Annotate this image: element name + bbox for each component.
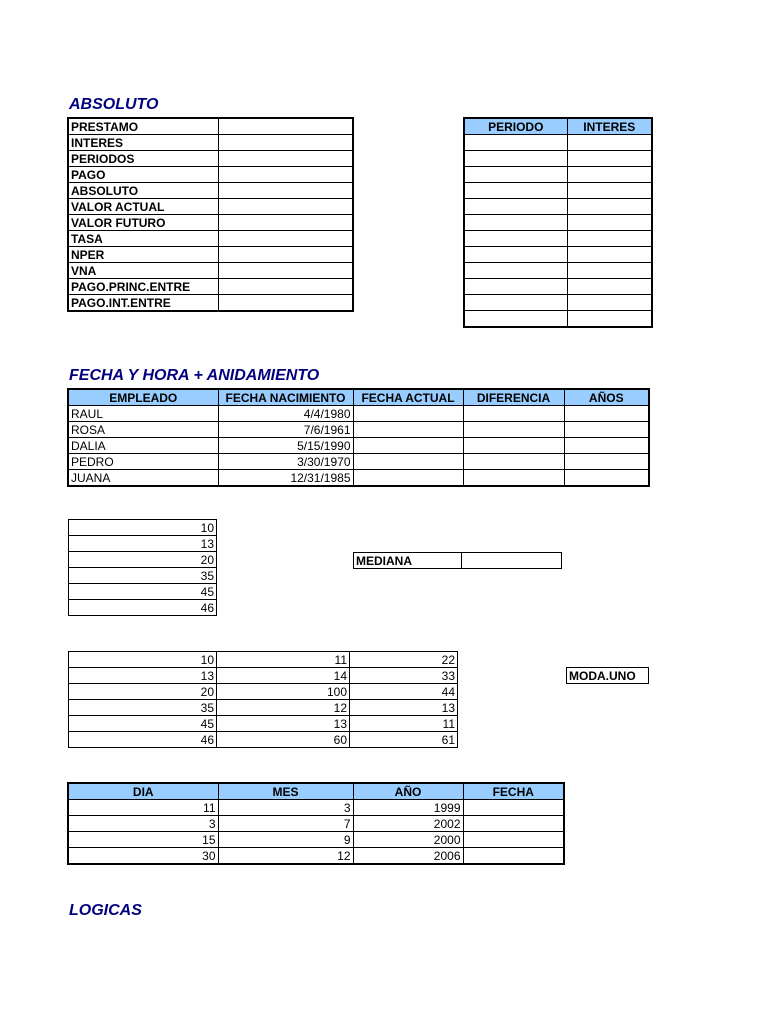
mes-cell: 12 [218,848,353,865]
periodo-cell[interactable] [464,167,567,183]
periodo-cell[interactable] [464,199,567,215]
fecha-row [68,406,649,422]
periodo-row [464,215,652,231]
periodo-cell[interactable] [464,231,567,247]
absoluto-label: PERIODOS [68,151,218,167]
header-anos: AÑOS [564,389,649,406]
periodo-cell[interactable] [464,263,567,279]
moda-value: 13 [350,700,458,716]
mediana-values-table [68,519,217,616]
header-fecha: FECHA [463,783,564,800]
interes-cell[interactable] [567,279,652,295]
periodo-row [464,263,652,279]
absoluto-label: TASA [68,231,218,247]
mediana-label: MEDIANA [354,553,462,569]
moda-value: 100 [217,684,350,700]
header-diferencia: DIFERENCIA [463,389,564,406]
absoluto-row [68,247,353,263]
moda-value: 60 [217,732,350,748]
absoluto-title: ABSOLUTO [69,96,159,113]
anos-cell[interactable] [564,454,649,470]
fecha-actual-cell[interactable] [353,470,463,487]
absoluto-value-cell[interactable] [218,135,353,151]
periodo-cell[interactable] [464,311,567,328]
empleado-cell: PEDRO [68,454,218,470]
dia-cell: 15 [68,832,218,848]
interes-cell[interactable] [567,231,652,247]
moda-row [69,668,458,684]
absoluto-row [68,183,353,199]
mediana-row [69,568,217,584]
interes-cell[interactable] [567,183,652,199]
interes-cell[interactable] [567,167,652,183]
fecha-actual-cell[interactable] [353,454,463,470]
dia-table [67,782,565,865]
absoluto-value-cell[interactable] [218,118,353,135]
absoluto-row [68,151,353,167]
absoluto-row [68,263,353,279]
header-fecha-nacimiento: FECHA NACIMIENTO [218,389,353,406]
moda-value: 33 [350,668,458,684]
mediana-row [69,536,217,552]
periodo-row [464,199,652,215]
interes-cell[interactable] [567,215,652,231]
fecha-actual-cell[interactable] [353,406,463,422]
interes-cell[interactable] [567,263,652,279]
dia-row [68,832,564,848]
absoluto-value-cell[interactable] [218,151,353,167]
periodo-row [464,279,652,295]
mediana-row [69,584,217,600]
mediana-value: 46 [69,600,217,616]
header-ano: AÑO [353,783,463,800]
absoluto-value-cell[interactable] [218,183,353,199]
moda-label-table [566,667,649,684]
diferencia-cell[interactable] [463,422,564,438]
absoluto-label: PAGO [68,167,218,183]
diferencia-cell[interactable] [463,470,564,487]
header-fecha-actual: FECHA ACTUAL [353,389,463,406]
interes-cell[interactable] [567,151,652,167]
anos-cell[interactable] [564,422,649,438]
fecha-actual-cell[interactable] [353,422,463,438]
moda-value: 35 [69,700,217,716]
periodo-table [463,117,653,328]
mediana-value: 45 [69,584,217,600]
moda-value: 22 [350,652,458,668]
fecha-result-cell[interactable] [463,832,564,848]
moda-value: 61 [350,732,458,748]
fecha-nacimiento-cell: 4/4/1980 [218,406,353,422]
absoluto-table [67,117,354,312]
mediana-value: 13 [69,536,217,552]
absoluto-row [68,215,353,231]
fecha-result-cell[interactable] [463,816,564,832]
absoluto-value-cell[interactable] [218,263,353,279]
fecha-nacimiento-cell: 12/31/1985 [218,470,353,487]
moda-values-table [68,651,458,748]
absoluto-row [68,118,353,135]
mediana-row [69,600,217,616]
empleado-cell: DALIA [68,438,218,454]
anos-cell[interactable] [564,438,649,454]
interes-cell[interactable] [567,199,652,215]
absoluto-row [68,199,353,215]
moda-row [69,700,458,716]
dia-row [68,848,564,865]
moda-label: MODA.UNO [567,668,649,684]
absoluto-label: PRESTAMO [68,118,218,135]
periodo-row [464,183,652,199]
moda-value: 12 [217,700,350,716]
dia-cell: 11 [68,800,218,816]
absoluto-label: PAGO.INT.ENTRE [68,295,218,312]
header-periodo: PERIODO [464,118,567,135]
empleado-cell: ROSA [68,422,218,438]
mediana-label-table [353,552,562,569]
anos-cell[interactable] [564,406,649,422]
logicas-title: LOGICAS [69,902,142,919]
fecha-row [68,454,649,470]
header-empleado: EMPLEADO [68,389,218,406]
header-mes: MES [218,783,353,800]
ano-cell: 2006 [353,848,463,865]
fecha-title: FECHA Y HORA + ANIDAMIENTO [69,367,320,384]
diferencia-cell[interactable] [463,438,564,454]
dia-row [68,816,564,832]
mediana-value: 20 [69,552,217,568]
dia-header-row [68,783,564,800]
diferencia-cell[interactable] [463,454,564,470]
interes-cell[interactable] [567,247,652,263]
periodo-row [464,151,652,167]
fecha-result-cell[interactable] [463,848,564,865]
periodo-header-row [464,118,652,135]
absoluto-label: ABSOLUTO [68,183,218,199]
absoluto-value-cell[interactable] [218,199,353,215]
absoluto-label: INTERES [68,135,218,151]
mediana-result-cell[interactable] [462,553,562,569]
ano-cell: 2000 [353,832,463,848]
empleado-cell: JUANA [68,470,218,487]
fecha-actual-cell[interactable] [353,438,463,454]
moda-value: 44 [350,684,458,700]
header-dia: DIA [68,783,218,800]
interes-cell[interactable] [567,295,652,311]
mes-cell: 7 [218,816,353,832]
absoluto-row [68,231,353,247]
moda-value: 10 [69,652,217,668]
moda-value: 45 [69,716,217,732]
periodo-cell[interactable] [464,183,567,199]
periodo-row [464,231,652,247]
absoluto-label: PAGO.PRINC.ENTRE [68,279,218,295]
absoluto-value-cell[interactable] [218,279,353,295]
mediana-value: 10 [69,520,217,536]
moda-value: 20 [69,684,217,700]
periodo-row [464,135,652,151]
periodo-cell[interactable] [464,215,567,231]
moda-value: 11 [350,716,458,732]
mediana-value: 35 [69,568,217,584]
absoluto-value-cell[interactable] [218,215,353,231]
periodo-row [464,311,652,328]
absoluto-label: NPER [68,247,218,263]
mediana-row [69,552,217,568]
fecha-row [68,422,649,438]
moda-value: 14 [217,668,350,684]
fecha-nacimiento-cell: 7/6/1961 [218,422,353,438]
fecha-result-cell[interactable] [463,800,564,816]
periodo-cell[interactable] [464,247,567,263]
moda-row [69,732,458,748]
fecha-header-row [68,389,649,406]
fecha-table [67,388,650,487]
absoluto-value-cell[interactable] [218,167,353,183]
absoluto-label: VNA [68,263,218,279]
periodo-row [464,167,652,183]
fecha-row [68,438,649,454]
absoluto-value-cell[interactable] [218,247,353,263]
interes-cell[interactable] [567,135,652,151]
fecha-nacimiento-cell: 5/15/1990 [218,438,353,454]
dia-cell: 30 [68,848,218,865]
periodo-row [464,247,652,263]
mes-cell: 3 [218,800,353,816]
periodo-row [464,295,652,311]
dia-row [68,800,564,816]
periodo-cell[interactable] [464,135,567,151]
dia-cell: 3 [68,816,218,832]
absoluto-value-cell[interactable] [218,295,353,312]
absoluto-label: VALOR FUTURO [68,215,218,231]
header-interes: INTERES [567,118,652,135]
periodo-cell[interactable] [464,279,567,295]
fecha-row [68,470,649,487]
interes-cell[interactable] [567,311,652,328]
periodo-cell[interactable] [464,295,567,311]
periodo-cell[interactable] [464,151,567,167]
mes-cell: 9 [218,832,353,848]
absoluto-row [68,295,353,312]
ano-cell: 1999 [353,800,463,816]
absoluto-row [68,135,353,151]
moda-value: 46 [69,732,217,748]
absoluto-value-cell[interactable] [218,231,353,247]
moda-value: 13 [217,716,350,732]
moda-row [69,716,458,732]
moda-value: 13 [69,668,217,684]
moda-row [69,684,458,700]
anos-cell[interactable] [564,470,649,487]
empleado-cell: RAUL [68,406,218,422]
absoluto-row [68,279,353,295]
absoluto-label: VALOR ACTUAL [68,199,218,215]
absoluto-row [68,167,353,183]
fecha-nacimiento-cell: 3/30/1970 [218,454,353,470]
moda-row [69,652,458,668]
ano-cell: 2002 [353,816,463,832]
diferencia-cell[interactable] [463,406,564,422]
moda-value: 11 [217,652,350,668]
mediana-row [69,520,217,536]
